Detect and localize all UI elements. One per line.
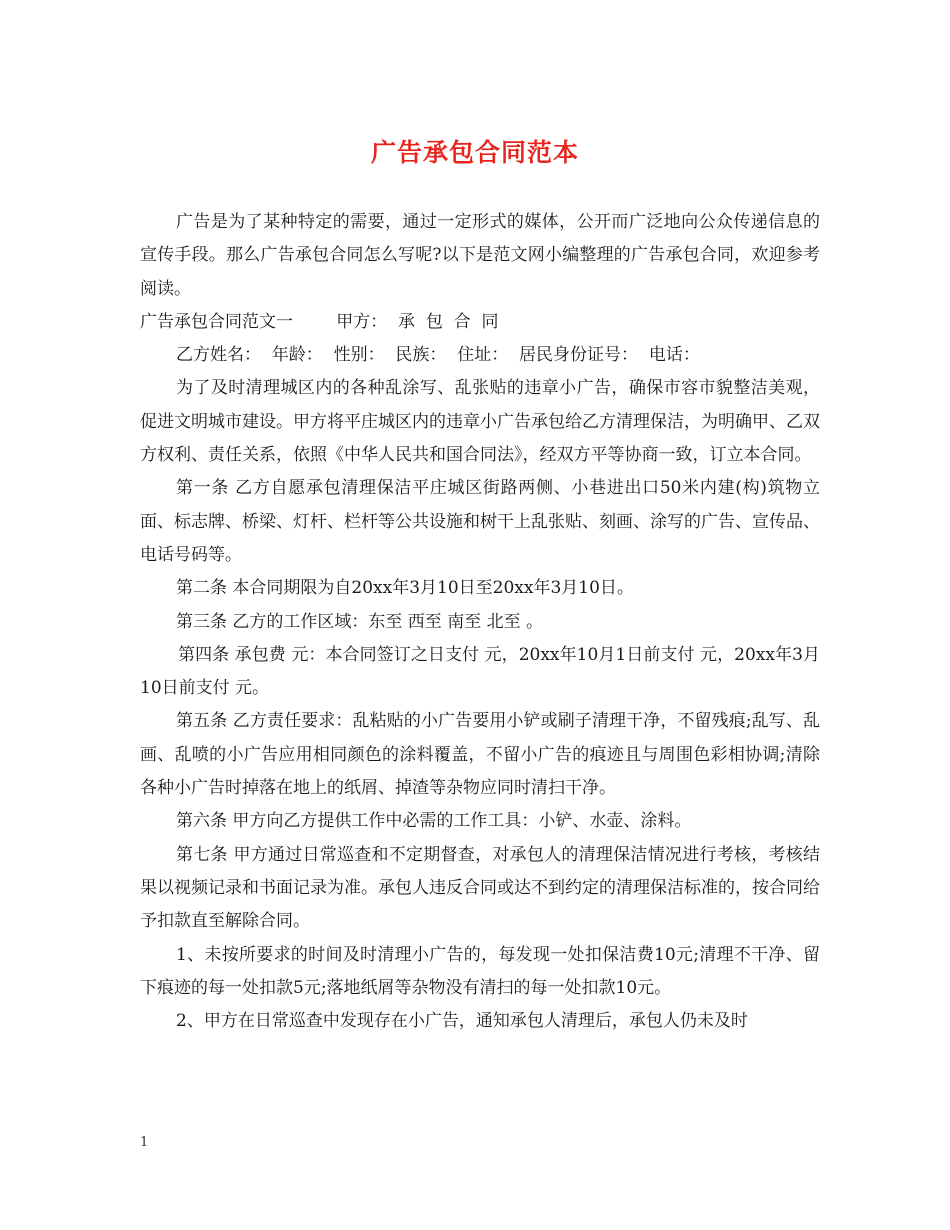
- paragraph-party-b-fields: 乙方姓名： 年龄： 性别： 民族： 住址： 居民身份证号： 电话：: [176, 345, 700, 366]
- paragraph-clause-2: 2、甲方在日常巡查中发现存在小广告，通知承包人清理后，承包人仍未及时: [176, 1011, 748, 1032]
- paragraph-contract-header: 广告承包合同范文一 甲方： 承 包 合 同: [140, 311, 499, 332]
- document-title: 广告承包合同范本: [370, 138, 579, 167]
- paragraph-intro: 广告是为了某种特定的需要，通过一定形式的媒体，公开而广泛地向公众传递信息的宣传手段。那么广告承包合同怎么写呢?以下是范文网小编整理的广告承包合同，欢迎参考阅读。: [140, 212, 820, 299]
- paragraph-article-7: 第七条 甲方通过日常巡查和不定期督查，对承包人的清理保洁情况进行考核，考核结果以视频记录和书面记录为准。承包人违反合同或达不到约定的清理保洁标准的，按合同给予扣款直至解除合同。: [140, 844, 820, 932]
- paragraph-clause-1: 1、未按所要求的时间及时清理小广告的，每发现一处扣保洁费10元;清理不干净、留下痕迹的每一处扣款5元;落地纸屑等杂物没有清扫的每一处扣款10元。: [140, 944, 820, 998]
- paragraph-article-3: 第三条 乙方的工作区域：东至 西至 南至 北至 。: [176, 611, 544, 632]
- paragraph-article-1: 第一条 乙方自愿承包清理保洁平庄城区街路两侧、小巷进出口50米内建(构)筑物立面、标志牌、桥梁、灯杆、栏杆等公共设施和树干上乱张贴、刻画、涂写的广告、宣传品、电话号码等。: [140, 478, 820, 565]
- document-body: [140, 206, 820, 1038]
- paragraph-article-4: 第四条 承包费 元：本合同签订之日支付 元，20xx年10月1日前支付 元，20xx年3月10日前支付 元。: [140, 644, 820, 699]
- paragraph-purpose: 为了及时清理城区内的各种乱涂写、乱张贴的违章小广告，确保市容市貌整洁美观，促进文明城市建设。甲方将平庄城区内的违章小广告承包给乙方清理保洁，为明确甲、乙双方权利、责任关系，依照《中华人民共和国合同法》，经双方平等协商一致，订立本合同。: [140, 378, 820, 466]
- page-number: 1: [140, 1135, 149, 1150]
- paragraph-article-5: 第五条 乙方责任要求：乱粘贴的小广告要用小铲或刷子清理干净，不留残痕;乱写、乱画、乱喷的小广告应用相同颜色的涂料覆盖，不留小广告的痕迹且与周围色彩相协调;清除各种小广告时掉落在地上的纸屑、掉渣等杂物应同时清扫干净。: [140, 711, 820, 799]
- paragraph-article-6: 第六条 甲方向乙方提供工作中必需的工作工具：小铲、水壶、涂料。: [176, 811, 692, 832]
- paragraph-article-2: 第二条 本合同期限为自20xx年3月10日至20xx年3月10日。: [176, 578, 634, 599]
